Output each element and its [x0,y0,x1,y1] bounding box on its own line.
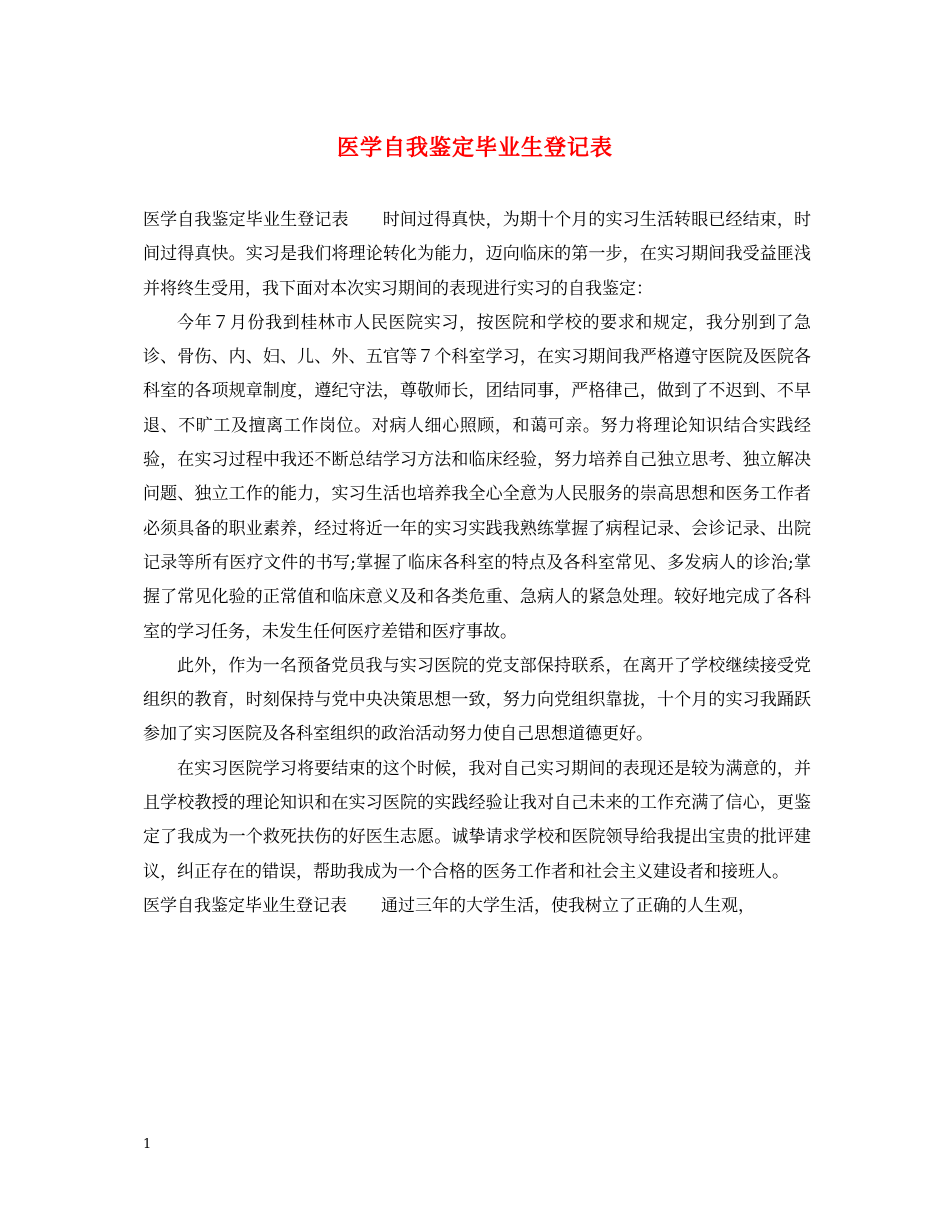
paragraph-second-entry [143,889,811,923]
paragraph-text: 时间过得真快，为期十个月的实习生活转眼已经结束，时间过得真快。实习是我们将理论转化为能力，迈向临床的第一步，在实习期间我受益匪浅并将终生受用，我下面对本次实习期间的表现进行实习的自我鉴定： [143,210,812,299]
paragraph-lead-title: 医学自我鉴定毕业生登记表 [143,895,347,916]
paragraph-party: 此外，作为一名预备党员我与实习医院的党支部保持联系，在离开了学校继续接受党组织的教育，时刻保持与党中央决策思想一致，努力向党组织靠拢，十个月的实习我踊跃参加了实习医院及各科室组织的政治活动努力使自己思想道德更好。 [143,655,811,745]
paragraph-internship: 今年７月份我到桂林市人民医院实习，按医院和学校的要求和规定，我分别到了急诊、骨伤、内、妇、儿、外、五官等７个科室学习，在实习期间我严格遵守医院及医院各科室的各项规章制度，遵纪守法，尊敬师长，团结同事，严格律己，做到了不迟到、不早退、不旷工及擅离工作岗位。对病人细心照顾，和蔼可亲。努力将理论知识结合实践经验，在实习过程中我还不断总结学习方法和临床经验，努力培养自己独立思考、独立解决问题、独立工作的能力，实习生活也培养我全心全意为人民服务的崇高思想和医务工作者必须具备的职业素养，经过将近一年的实习实践我熟练掌握了病程记录、会诊记录、出院记录等所有医疗文件的书写;掌握了临床各科室的特点及各科室常见、多发病人的诊治;掌握了常见化验的正常值和临床意义及和各类危重、急病人的紧急处理。较好地完成了各科室的学习任务，未发生任何医疗差错和医疗事故。 [143,312,811,642]
paragraph-text: 通过三年的大学生活，使我树立了正确的人生观， [381,895,755,916]
paragraph-conclusion: 在实习医院学习将要结束的这个时候，我对自己实习期间的表现还是较为满意的，并且学校教授的理论知识和在实习医院的实践经验让我对自己未来的工作充满了信心，更鉴定了我成为一个救死扶伤的好医生志愿。诚挚请求学校和医院领导给我提出宝贵的批评建议，纠正存在的错误，帮助我成为一个合格的医务工作者和社会主义建设者和接班人。 [143,758,811,882]
document-body [143,203,811,923]
paragraph-lead-title: 医学自我鉴定毕业生登记表 [143,210,349,230]
document-title: 医学自我鉴定毕业生登记表 [336,135,613,161]
page-number: 1 [143,1137,152,1152]
paragraph-intro [143,203,811,306]
